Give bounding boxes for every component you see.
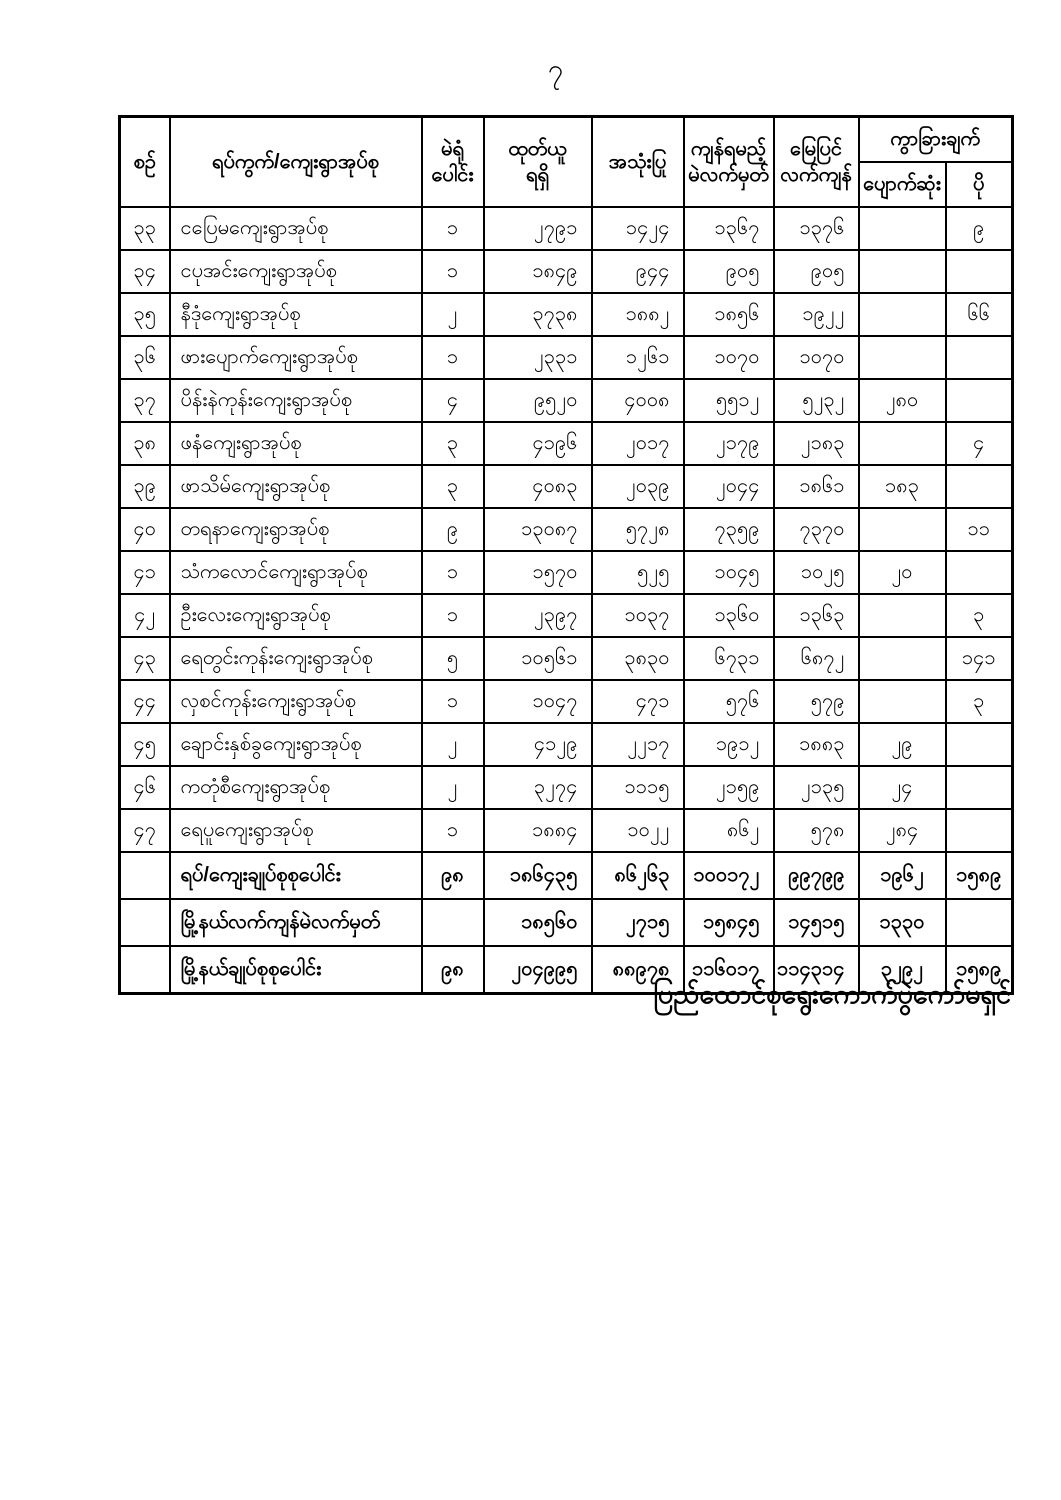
cell-used: ၉၄၄: [592, 250, 684, 293]
cell-lost: ၂၉: [859, 723, 946, 766]
cell-lost: [859, 594, 946, 637]
cell-remain: ၂၀၄၄: [684, 465, 774, 508]
cell-used: ၄၀၀၈: [592, 379, 684, 422]
header-ground-remain: [774, 117, 859, 207]
summary-row-ward-village-total: [120, 852, 1013, 899]
cell-serial: ၃၄: [120, 250, 170, 293]
table-row: [120, 465, 1013, 508]
cell-extra: ၁၄၁: [946, 637, 1013, 680]
table-row: [120, 680, 1013, 723]
cell-extra: ၃: [946, 594, 1013, 637]
cell-lost: ၂၄: [859, 766, 946, 809]
cell-name: ဖာသိမ်ကျေးရွာအုပ်စု: [170, 465, 422, 508]
header-ground-remain-line1: မြေပြင်: [790, 137, 842, 160]
cell-used: ၂၇၁၅: [592, 899, 684, 946]
cell-name: တရနာကျေးရွာအုပ်စု: [170, 508, 422, 551]
cell-received: ၄၁၂၉: [484, 723, 592, 766]
cell-serial: ၄၄: [120, 680, 170, 723]
cell-used: ၈၈၉၇၈: [592, 946, 684, 994]
cell-received: ၁၅၇၀: [484, 551, 592, 594]
cell-ground: ၂၁၈၃: [774, 422, 859, 465]
cell-lost: ၁၈၃: [859, 465, 946, 508]
cell-lost: [859, 680, 946, 723]
cell-serial: ၄၅: [120, 723, 170, 766]
header-difference: ကွာခြားချက်: [859, 117, 1013, 162]
cell-remain: ၅၇၆: [684, 680, 774, 723]
cell-lost: [859, 422, 946, 465]
cell-remain: ၁၈၅၆: [684, 293, 774, 336]
cell-used: ၅၇၂၈: [592, 508, 684, 551]
cell-serial: ၃၈: [120, 422, 170, 465]
cell-remain: ၇၃၅၉: [684, 508, 774, 551]
cell-received: ၃၇၃၈: [484, 293, 592, 336]
header-should-remain-line2: မဲလက်မှတ်: [688, 163, 769, 186]
cell-ground: ၁၈၈၃: [774, 723, 859, 766]
cell-received: ၂၇၉၁: [484, 207, 592, 250]
cell-name: လှစင်ကုန်းကျေးရွာအုပ်စု: [170, 680, 422, 723]
cell-serial: ၄၆: [120, 766, 170, 809]
cell-serial: ၄၇: [120, 809, 170, 852]
header-polling-stations-line2: ပေါင်း: [431, 163, 474, 186]
cell-extra: ၆၆: [946, 293, 1013, 336]
page-number: ၇: [547, 54, 564, 84]
cell-stations: ၂: [422, 723, 484, 766]
header-used: အသုံးပြု: [592, 117, 684, 207]
cell-received: ၂၀၄၉၉၅: [484, 946, 592, 994]
cell-received: ၁၈၆၄၃၅: [484, 852, 592, 899]
cell-stations: ၁: [422, 207, 484, 250]
cell-ground: ၅၇၈: [774, 809, 859, 852]
table-row: [120, 422, 1013, 465]
header-polling-stations-line1: မဲရုံ: [441, 137, 464, 160]
cell-lost: [859, 250, 946, 293]
cell-received: ၁၀၅၆၁: [484, 637, 592, 680]
cell-remain: ၅၅၁၂: [684, 379, 774, 422]
cell-serial: ၃၃: [120, 207, 170, 250]
cell-ground: ၇၃၇၀: [774, 508, 859, 551]
commission-signature-text: ပြည်ထောင်စုရွေးကောက်ပွဲကော်မရှင်: [653, 979, 1011, 1009]
header-should-remain: [684, 117, 774, 207]
cell-ground: ၆၈၇၂: [774, 637, 859, 680]
header-should-remain-line1: ကျန်ရမည့်: [690, 137, 767, 160]
cell-remain: ၁၃၆၇: [684, 207, 774, 250]
cell-serial: ၃၆: [120, 336, 170, 379]
header-received-line1: ထုတ်ယူ: [508, 137, 567, 160]
cell-name: ချောင်းနှစ်ခွကျေးရွာအုပ်စု: [170, 723, 422, 766]
header-received: [484, 117, 592, 207]
cell-remain: ၂၁၅၉: [684, 766, 774, 809]
header-lost: ပျောက်ဆုံး: [859, 162, 946, 207]
cell-name: ရပ်/ကျေးချုပ်စုစုပေါင်း: [170, 852, 422, 899]
cell-remain: ၈၆၂: [684, 809, 774, 852]
table-row: [120, 723, 1013, 766]
cell-stations: ၅: [422, 637, 484, 680]
cell-ground: ၁၃၇၆: [774, 207, 859, 250]
cell-stations: ၁: [422, 551, 484, 594]
cell-extra: [946, 723, 1013, 766]
cell-extra: [946, 551, 1013, 594]
cell-ground: ၁၀၇၀: [774, 336, 859, 379]
cell-remain: ၁၀၇၀: [684, 336, 774, 379]
header-ground-remain-line2: လက်ကျန်: [780, 163, 852, 186]
cell-used: ၈၆၂၆၃: [592, 852, 684, 899]
cell-ground: ၁၄၅၁၅: [774, 899, 859, 946]
cell-extra: [946, 250, 1013, 293]
cell-stations: ၃: [422, 422, 484, 465]
cell-extra: [946, 379, 1013, 422]
cell-received: ၄၀၈၃: [484, 465, 592, 508]
table-row: [120, 551, 1013, 594]
cell-extra: [946, 766, 1013, 809]
cell-lost: [859, 293, 946, 336]
cell-received: ၂၃၃၁: [484, 336, 592, 379]
cell-stations: [422, 899, 484, 946]
cell-used: ၂၀၁၇: [592, 422, 684, 465]
cell-remain: ၁၅၈၄၅: [684, 899, 774, 946]
cell-extra: [946, 899, 1013, 946]
cell-serial: [120, 946, 170, 994]
cell-name: ဖနံကျေးရွာအုပ်စု: [170, 422, 422, 465]
cell-ground: ၁၈၆၁: [774, 465, 859, 508]
cell-lost: ၁၉၆၂: [859, 852, 946, 899]
table-body: [120, 207, 1013, 994]
cell-stations: ၁: [422, 594, 484, 637]
header-extra: ပို: [946, 162, 1013, 207]
cell-extra: ၃: [946, 680, 1013, 723]
cell-received: ၁၈၈၄: [484, 809, 592, 852]
cell-name: ဖားပျောက်ကျေးရွာအုပ်စု: [170, 336, 422, 379]
table-row: [120, 379, 1013, 422]
cell-extra: ၄: [946, 422, 1013, 465]
cell-remain: ၁၀၀၁၇၂: [684, 852, 774, 899]
table-row: [120, 293, 1013, 336]
cell-serial: ၄၂: [120, 594, 170, 637]
cell-lost: ၂၈၄: [859, 809, 946, 852]
cell-lost: ၁၃၃၀: [859, 899, 946, 946]
cell-stations: ၁: [422, 336, 484, 379]
cell-used: ၁၄၂၄: [592, 207, 684, 250]
cell-stations: ၉: [422, 508, 484, 551]
cell-name: မြို့နယ်ချုပ်စုစုပေါင်း: [170, 946, 422, 994]
cell-used: ၂၂၁၇: [592, 723, 684, 766]
cell-stations: ၁: [422, 680, 484, 723]
cell-remain: ၁၃၆၀: [684, 594, 774, 637]
cell-used: ၄၇၁: [592, 680, 684, 723]
cell-received: ၃၂၇၄: [484, 766, 592, 809]
header-received-line2: ရရှိ: [526, 163, 549, 186]
cell-name: ဦးလေးကျေးရွာအုပ်စု: [170, 594, 422, 637]
cell-ground: ၉၉၇၉၉: [774, 852, 859, 899]
cell-ground: ၂၁၃၅: [774, 766, 859, 809]
cell-serial: ၄၁: [120, 551, 170, 594]
cell-received: ၁၀၄၇: [484, 680, 592, 723]
cell-extra: ၁၅၈၉: [946, 946, 1013, 994]
table-header: [120, 117, 1013, 207]
cell-used: ၅၂၅: [592, 551, 684, 594]
cell-remain: ၉၀၅: [684, 250, 774, 293]
cell-used: ၁၂၆၁: [592, 336, 684, 379]
cell-extra: [946, 809, 1013, 852]
cell-stations: ၁: [422, 250, 484, 293]
cell-lost: ၃၂၉၂: [859, 946, 946, 994]
summary-row-township-remaining-ballots: [120, 899, 1013, 946]
cell-name: ရေတွင်းကုန်းကျေးရွာအုပ်စု: [170, 637, 422, 680]
cell-received: ၁၈၄၉: [484, 250, 592, 293]
cell-stations: ၄: [422, 379, 484, 422]
cell-name: ရေပူကျေးရွာအုပ်စု: [170, 809, 422, 852]
table-row: [120, 637, 1013, 680]
cell-serial: [120, 852, 170, 899]
cell-stations: ၁: [422, 809, 484, 852]
cell-name: ငပြေမကျေးရွာအုပ်စု: [170, 207, 422, 250]
ballot-summary-table: [118, 115, 1014, 995]
cell-stations: ၂: [422, 766, 484, 809]
table-row: [120, 809, 1013, 852]
cell-lost: ၂၈၀: [859, 379, 946, 422]
header-ward-village: ရပ်ကွက်/ကျေးရွာအုပ်စု: [170, 117, 422, 207]
cell-name: ပိန်းနဲကုန်းကျေးရွာအုပ်စု: [170, 379, 422, 422]
table-row: [120, 594, 1013, 637]
cell-ground: ၁၉၂၂: [774, 293, 859, 336]
cell-serial: ၄၀: [120, 508, 170, 551]
cell-ground: ၅၇၉: [774, 680, 859, 723]
cell-ground: ၁၀၂၅: [774, 551, 859, 594]
cell-name: ကတုံစီကျေးရွာအုပ်စု: [170, 766, 422, 809]
table-row: [120, 207, 1013, 250]
cell-received: ၁၃၀၈၇: [484, 508, 592, 551]
cell-stations: ၂: [422, 293, 484, 336]
cell-serial: ၃၉: [120, 465, 170, 508]
cell-name: မြို့နယ်လက်ကျန်မဲလက်မှတ်: [170, 899, 422, 946]
cell-stations: ၉၈: [422, 946, 484, 994]
cell-received: ၁၈၅၆၀: [484, 899, 592, 946]
header-serial: စဉ်: [120, 117, 170, 207]
cell-used: ၂၀၃၉: [592, 465, 684, 508]
cell-serial: ၃၅: [120, 293, 170, 336]
cell-remain: ၁၀၄၅: [684, 551, 774, 594]
cell-stations: ၉၈: [422, 852, 484, 899]
cell-ground: ၁၁၄၃၁၄: [774, 946, 859, 994]
cell-extra: ၁၁: [946, 508, 1013, 551]
cell-ground: ၉၀၅: [774, 250, 859, 293]
cell-serial: ၃၇: [120, 379, 170, 422]
cell-used: ၁၀၃၇: [592, 594, 684, 637]
cell-name: ငပုအင်းကျေးရွာအုပ်စု: [170, 250, 422, 293]
table-row: [120, 508, 1013, 551]
cell-name: နီဒုံကျေးရွာအုပ်စု: [170, 293, 422, 336]
cell-received: ၄၁၉၆: [484, 422, 592, 465]
cell-used: ၁၈၈၂: [592, 293, 684, 336]
cell-lost: [859, 336, 946, 379]
header-polling-stations: [422, 117, 484, 207]
cell-extra: ၉: [946, 207, 1013, 250]
table-row: [120, 336, 1013, 379]
cell-lost: [859, 207, 946, 250]
cell-used: ၁၀၂၂: [592, 809, 684, 852]
table-row: [120, 766, 1013, 809]
cell-serial: ၄၃: [120, 637, 170, 680]
cell-remain: ၁၁၆၀၁၇: [684, 946, 774, 994]
cell-remain: ၆၇၃၁: [684, 637, 774, 680]
cell-received: ၂၃၉၇: [484, 594, 592, 637]
cell-extra: ၁၅၈၉: [946, 852, 1013, 899]
cell-used: ၁၁၁၅: [592, 766, 684, 809]
cell-stations: ၃: [422, 465, 484, 508]
cell-lost: [859, 508, 946, 551]
table-row: [120, 250, 1013, 293]
cell-extra: [946, 336, 1013, 379]
cell-name: သံကလောင်ကျေးရွာအုပ်စု: [170, 551, 422, 594]
cell-ground: ၁၃၆၃: [774, 594, 859, 637]
cell-extra: [946, 465, 1013, 508]
cell-serial: [120, 899, 170, 946]
cell-used: ၃၈၃၀: [592, 637, 684, 680]
cell-remain: ၁၉၁၂: [684, 723, 774, 766]
cell-remain: ၂၁၇၉: [684, 422, 774, 465]
cell-lost: ၂၀: [859, 551, 946, 594]
cell-lost: [859, 637, 946, 680]
cell-ground: ၅၂၃၂: [774, 379, 859, 422]
cell-received: ၉၅၂၀: [484, 379, 592, 422]
